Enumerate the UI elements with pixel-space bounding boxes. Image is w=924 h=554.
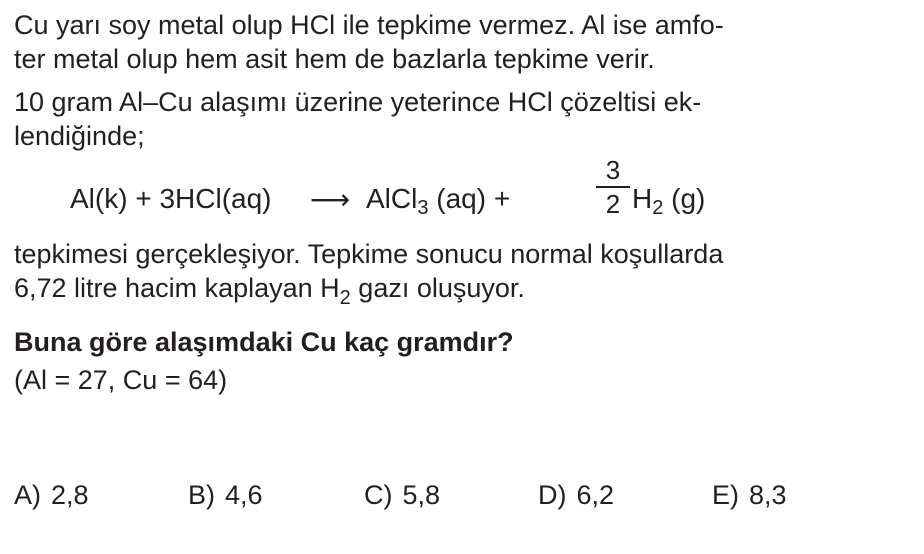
- option-e-letter: E): [712, 480, 739, 510]
- fraction-denominator: 2: [605, 189, 621, 219]
- chemical-equation: [70, 155, 894, 233]
- result-line-2-end: gazı oluşuyor.: [350, 273, 525, 303]
- stoichiometric-fraction: [596, 155, 630, 219]
- hydrogen-subscript: 2: [339, 287, 351, 309]
- option-b-letter: B): [188, 480, 215, 510]
- option-b[interactable]: [188, 480, 263, 511]
- product-2-formula: H: [632, 183, 653, 214]
- fraction-numerator: 3: [605, 155, 621, 185]
- product-1-subscript: 3: [417, 197, 429, 219]
- setup-paragraph: [14, 85, 894, 153]
- reaction-arrow: ⟶: [310, 184, 351, 215]
- option-e[interactable]: [712, 480, 787, 511]
- question-sheet: [14, 8, 894, 510]
- fraction-bar: [596, 186, 630, 188]
- intro-line-1: Cu yarı soy metal olup HCl ile tepkime vermez. Al ise amfo-: [14, 10, 724, 40]
- product-2-state: (g): [663, 183, 706, 214]
- option-c[interactable]: [364, 480, 440, 511]
- intro-paragraph: [14, 8, 894, 76]
- equation-product-2: [632, 183, 705, 220]
- result-line-1: tepkimesi gerçekleşiyor. Tepkime sonucu normal koşullarda: [14, 239, 724, 269]
- question-text: Buna göre alaşımdaki Cu kaç gramdır?: [14, 327, 514, 357]
- setup-line-2: lendiğinde;: [14, 121, 145, 151]
- option-c-value: 5,8: [402, 480, 441, 510]
- option-a[interactable]: [14, 480, 89, 511]
- product-1-formula: AlCl: [366, 183, 418, 214]
- option-a-value: 2,8: [51, 480, 89, 510]
- option-a-letter: A): [14, 480, 41, 510]
- answer-options: [14, 480, 894, 520]
- option-b-value: 4,6: [225, 480, 263, 510]
- setup-line-1: 10 gram Al–Cu alaşımı üzerine yeterince HCl çözeltisi ek-: [14, 87, 702, 117]
- equation-reactants: Al(k) + 3HCl(aq): [70, 183, 272, 214]
- option-d-letter: D): [538, 480, 567, 510]
- intro-line-2: ter metal olup hem asit hem de bazlarla tepkime verir.: [14, 44, 655, 74]
- option-d[interactable]: [538, 480, 614, 511]
- result-paragraph: [14, 237, 894, 315]
- given-atomic-masses: (Al = 27, Cu = 64): [14, 365, 228, 395]
- result-line-2: [14, 271, 894, 315]
- equation-product-1: [366, 183, 510, 220]
- option-d-value: 6,2: [576, 480, 615, 510]
- result-line-2-start: 6,72 litre hacim kaplayan H: [14, 273, 340, 303]
- option-e-value: 8,3: [749, 480, 787, 510]
- product-1-state: (aq) +: [428, 183, 511, 214]
- option-c-letter: C): [364, 480, 393, 510]
- product-2-subscript: 2: [652, 197, 664, 219]
